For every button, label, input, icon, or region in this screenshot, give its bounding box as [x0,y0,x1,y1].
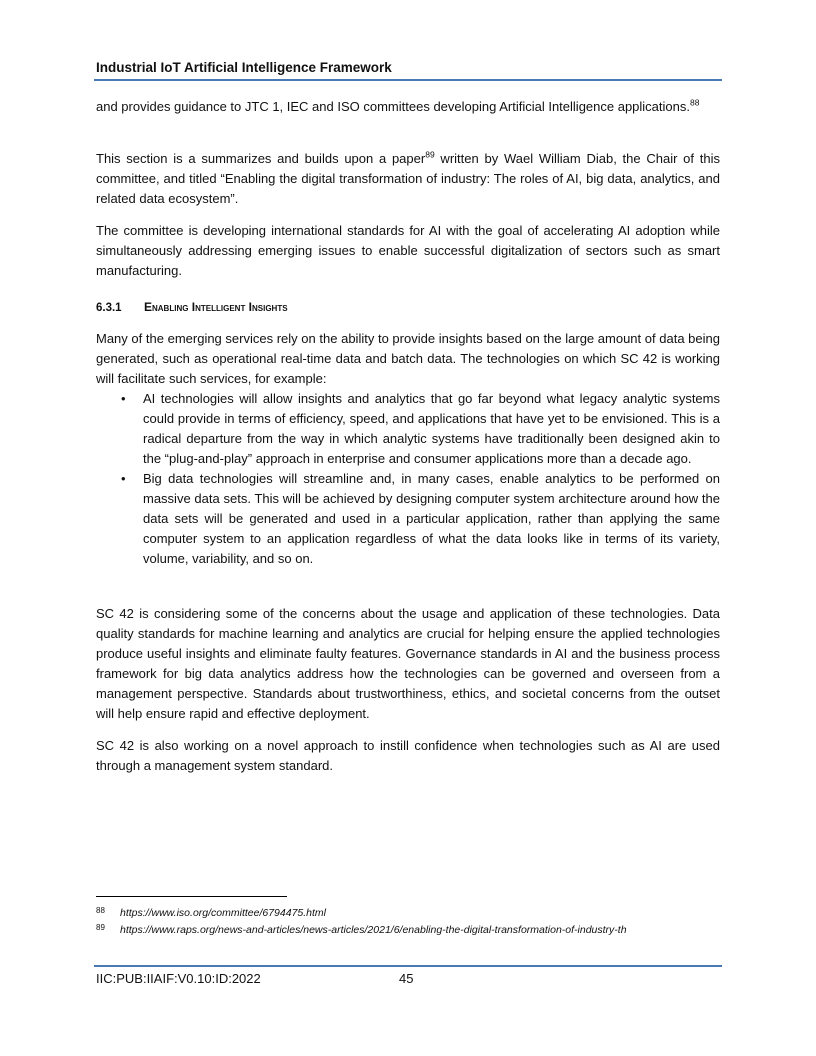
paragraph: Many of the emerging services rely on the ability to provide insights based on the large amount of data being generated, such as operational real-time data and batch data. The technologies on which SC 42 is working will facilitate such services, for example: [96,331,720,386]
header-rule [94,79,722,81]
footnote-ref[interactable]: 88 [690,97,700,108]
list-item: • AI technologies will allow insights and analytics that go far beyond what legacy analytic systems could provide in terms of efficiency, speed, and applications that have yet to be envisioned. This is a radical departure from the way in which analytic systems have traditionally been designed akin to the “plug-and-play” approach in enterprise and consumer applications more than a decade ago. [143,389,720,469]
footnote-ref[interactable]: 89 [425,149,435,160]
page-number: 45 [399,971,414,986]
list-item: • Big data technologies will streamline and, in many cases, enable analytics to be performed on massive data sets. This will be achieved by designing computer system architecture around how the data sets will be generated and used in a particular application, rather than applying the same computer system to an application regardless of what the data looks like in terms of its variety, volume, variability, and so on. [143,469,720,569]
paragraph: This section is a summarizes and builds upon a paper$^{89}$ written by Wael William Diab, the Chair of this committee, and titled “Enabling the digital transformation of industry: The roles of AI, big data, analytics, and related data ecosystem”. [96,149,720,206]
footer-rule [94,965,722,967]
footnote-link[interactable]: https://www.raps.org/news-and-articles/news-articles/2021/6/enabling-the-digital-transformation-of-industry-th [120,924,627,936]
paragraph: SC 42 is considering some of the concerns about the usage and application of these technologies. Data quality standards for machine learning and analytics are crucial for helping ensure the applied technologies produce useful insights and eliminate faulty features. Governance standards in AI and the business process framework for big data analytics address how the technologies can be governed and overseen from a management perspective. Standards about trustworthiness, ethics, and societal concerns from the outset will help ensure rapid and effective deployment. [96,606,720,721]
section-body [96,329,720,569]
footnote: 89 https://www.raps.org/news-and-articles/news-articles/2021/6/enabling-the-digital-transformation-of-industry-th [96,922,720,939]
footnote-link[interactable]: https://www.iso.org/committee/6794475.html [120,907,327,919]
section-heading: 6.3.1 Enabling Intelligent Insights [96,300,288,314]
footnote-separator [96,896,287,897]
running-header: Industrial IoT Artificial Intelligence Framework [96,60,392,75]
document-id: IIC:PUB:IIAIF:V0.10:ID:2022 [96,971,261,986]
bullet-list [96,389,720,569]
paragraph: SC 42 is also working on a novel approach to instill confidence when technologies such as AI are used through a management system standard. [96,738,720,773]
paragraph: The committee is developing international standards for AI with the goal of accelerating AI adoption while simultaneously addressing emerging issues to enable successful digitalization of sectors such as smart manufacturing. [96,223,720,278]
footnote: 88 https://www.iso.org/committee/6794475.html [96,905,720,922]
paragraph: and provides guidance to JTC 1, IEC and ISO committees developing Artificial Intelligence applications.$^{88}$ [96,97,700,114]
